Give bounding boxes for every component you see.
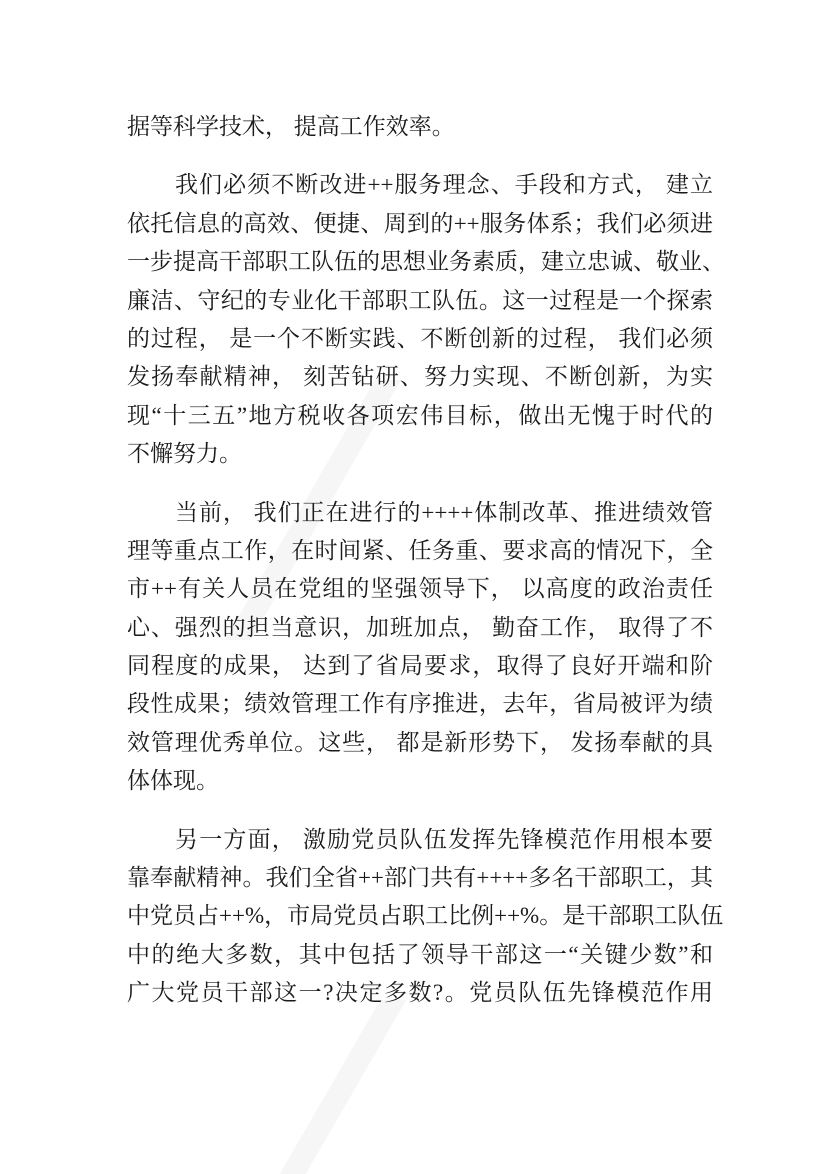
paragraph: [127, 166, 725, 473]
text-line: 靠奉献精神。我们全省++部门共有++++多名干部职工，其: [127, 865, 713, 891]
text-line: 廉洁、守纪的专业化干部职工队伍。这一过程是一个探索: [127, 287, 713, 313]
text-line: 另一方面， 激励党员队伍发挥先锋模范作用根本要: [175, 826, 713, 852]
text-line: 效管理优秀单位。这些， 都是新形势下， 发扬奉献的具: [127, 729, 713, 755]
paragraph: [127, 494, 713, 801]
text-line: 市++有关人员在党组的坚强领导下， 以高度的政治责任: [127, 576, 713, 602]
document-page: [127, 108, 725, 1033]
text-line: 一步提高干部职工队伍的思想业务素质，建立忠诚、敬业、: [127, 249, 725, 275]
text-line: 广大党员干部这一?决定多数?。党员队伍先锋模范作用: [127, 980, 713, 1006]
text-line: 据等科学技术， 提高工作效率。: [127, 114, 455, 139]
text-line: 不懈努力。: [127, 441, 242, 467]
text-line: 体体现。: [127, 768, 219, 794]
paragraph: [127, 821, 724, 1013]
text-line: 依托信息的高效、便捷、周到的++服务体系；我们必须进: [127, 210, 713, 236]
text-line: 理等重点工作，在时间紧、任务重、要求高的情况下，全: [127, 537, 713, 563]
text-line: 发扬奉献精神， 刻苦钻研、努力实现、不断创新，为实: [127, 364, 713, 390]
text-line: 现“十三五”地方税收各项宏伟目标，做出无愧于时代的: [127, 402, 713, 428]
text-line: 当前， 我们正在进行的++++体制改革、推进绩效管: [175, 499, 713, 525]
text-line: 同程度的成果， 达到了省局要求，取得了良好开端和阶: [127, 653, 713, 679]
text-line: 中的绝大多数，其中包括了领导干部这一“关键少数”和: [127, 941, 713, 967]
text-line: 的过程， 是一个不断实践、不断创新的过程， 我们必须: [127, 325, 713, 351]
text-line: 段性成果；绩效管理工作有序推进，去年，省局被评为绩: [127, 691, 713, 717]
text-line: 我们必须不断改进++服务理念、手段和方式， 建立: [175, 172, 713, 198]
paragraph: [127, 108, 713, 146]
text-line: 中党员占++%，市局党员占职工比例++%。是干部职工队伍: [127, 903, 724, 929]
text-line: 心、强烈的担当意识，加班加点， 勤奋工作， 取得了不: [127, 614, 713, 640]
